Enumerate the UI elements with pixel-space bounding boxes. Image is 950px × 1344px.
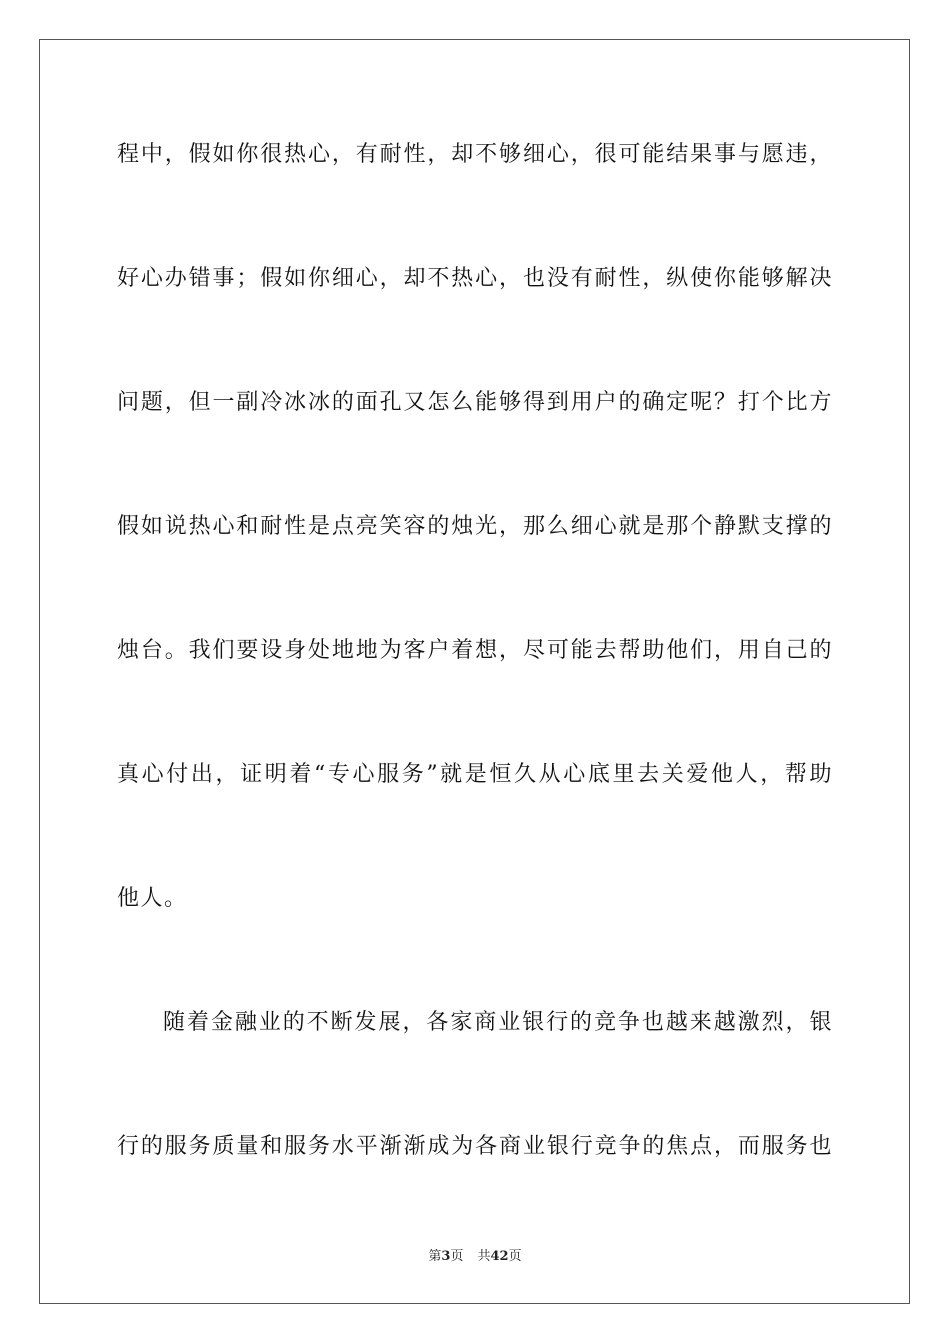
page-footer [0,1248,950,1266]
paragraph-2-line-2: 行的服务质量和服务水平渐渐成为各商业银行竞争的焦点，而服务也 [117,1134,833,1159]
total-prefix: 共 [477,1249,491,1264]
page-prefix: 第 [428,1249,442,1264]
total-pages: 42 [490,1249,509,1264]
page-frame [39,39,910,1304]
body-line-1: 程中，假如你很热心，有耐性，却不够细心，很可能结果事与愿违， [117,142,833,167]
body-line-6: 真心付出，证明着“专心服务”就是恒久从心底里去关爱他人，帮助 [117,762,833,787]
paragraph-2-line-1: 随着金融业的不断发展，各家商业银行的竞争也越来越激烈，银 [163,1010,833,1035]
body-line-7: 他人。 [117,886,188,911]
total-suffix: 页 [508,1249,522,1264]
page-suffix: 页 [450,1249,464,1264]
body-line-5: 烛台。我们要设身处地地为客户着想，尽可能去帮助他们，用自己的 [117,638,833,663]
body-line-4: 假如说热心和耐性是点亮笑容的烛光，那么细心就是那个静默支撑的 [117,514,833,539]
page-number: 3 [441,1249,451,1264]
body-line-3: 问题，但一副冷冰冰的面孔又怎么能够得到用户的确定呢？打个比方 [117,390,833,415]
body-line-2: 好心办错事；假如你细心，却不热心，也没有耐性，纵使你能够解决 [117,266,833,291]
